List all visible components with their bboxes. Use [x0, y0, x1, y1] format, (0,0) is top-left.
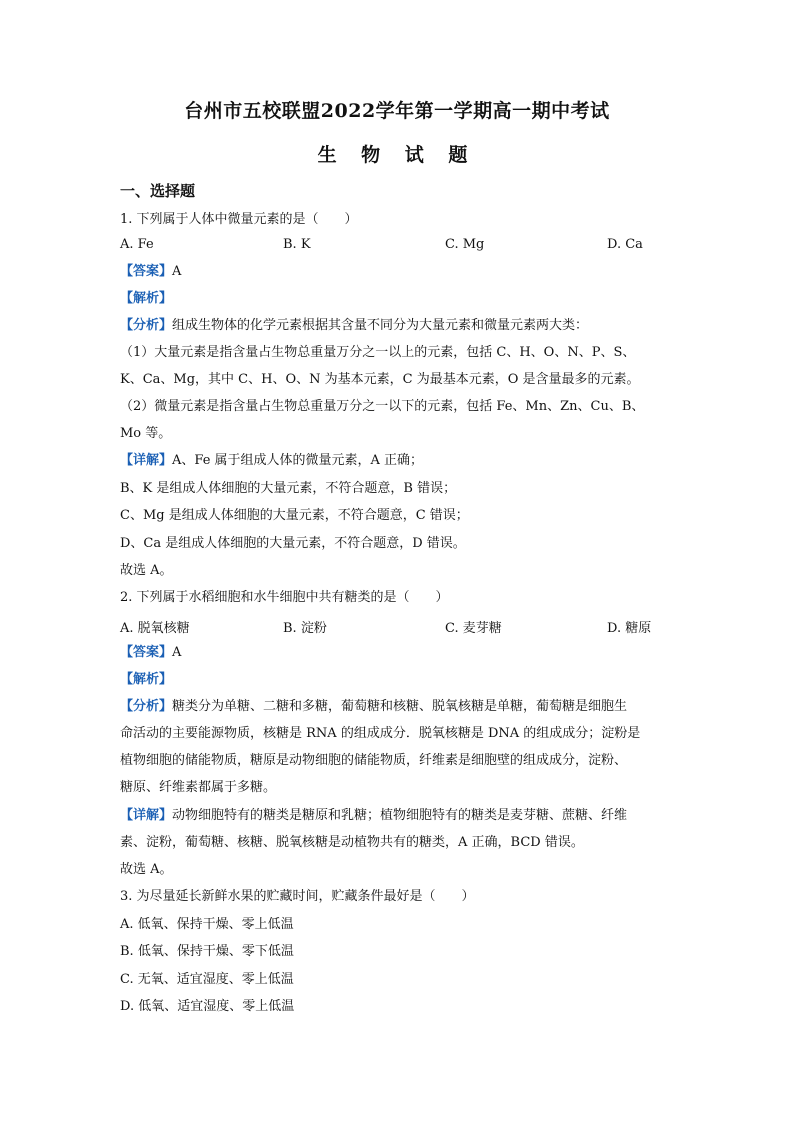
- q1-detail-a: A、Fe 属于组成人体的微量元素，A 正确；: [172, 453, 424, 468]
- q1-analysis-heading: [120, 290, 172, 308]
- q2-fenxi-4: 糖原、纤维素都属于多糖。: [120, 780, 277, 795]
- q1-point2a: （2）微量元素是指含量占生物总重量万分之一以下的元素，包括 Fe、Mn、Zn、Cu、B、: [120, 399, 645, 414]
- q2-stem: 2. 下列属于水稻细胞和水牛细胞中共有糖类的是（ ）: [120, 590, 449, 605]
- q1-option-b: B. K: [283, 237, 311, 252]
- q2-detail-2: 素、淀粉，葡萄糖、核糖、脱氧核糖是动植物共有的糖类，A 正确，BCD 错误。: [120, 835, 584, 850]
- q2-option-a: A. 脱氧核糖: [120, 621, 190, 636]
- q1-fenxi: 组成生物体的化学元素根据其含量不同分为大量元素和微量元素两大类：: [172, 318, 589, 333]
- fenxi-tag: 【分析】: [120, 699, 173, 714]
- analysis-tag: 【解析】: [120, 291, 173, 306]
- q2-option-b: B. 淀粉: [283, 621, 327, 636]
- q1-detail-c: C、Mg 是组成人体细胞的大量元素，不符合题意，C 错误；: [120, 508, 469, 523]
- q1-option-d: D. Ca: [607, 237, 643, 252]
- q1-stem: 1. 下列属于人体中微量元素的是（ ）: [120, 212, 358, 227]
- q1-conclusion: 故选 A。: [120, 563, 173, 578]
- q2-fenxi-line: [120, 698, 627, 716]
- q1-point1b: K、Ca、Mg，其中 C、H、O、N 为基本元素，C 为最基本元素，O 是含量最多的元素。: [120, 372, 640, 387]
- q2-option-d: D. 糖原: [607, 621, 652, 636]
- q3-option-d: D. 低氧、适宜湿度、零上低温: [120, 999, 295, 1014]
- q2-answer: A: [172, 645, 182, 660]
- fenxi-tag: 【分析】: [120, 318, 173, 333]
- q2-detail-1: 动物细胞特有的糖类是糖原和乳糖；植物细胞特有的糖类是麦芽糖、蔗糖、纤维: [172, 808, 628, 823]
- q3-option-c: C. 无氧、适宜湿度、零上低温: [120, 972, 294, 987]
- q1-fenxi-line: [120, 317, 588, 335]
- answer-tag: 【答案】: [120, 645, 173, 660]
- exam-subtitle: 生 物 试 题: [317, 144, 477, 166]
- q2-option-c: C. 麦芽糖: [445, 621, 502, 636]
- answer-tag: 【答案】: [120, 264, 173, 279]
- q2-conclusion: 故选 A。: [120, 862, 173, 877]
- q2-analysis-heading: [120, 671, 172, 689]
- q3-stem: 3. 为尽量延长新鲜水果的贮藏时间，贮藏条件最好是（ ）: [120, 889, 475, 904]
- exam-title: 台州市五校联盟2022学年第一学期高一期中考试: [184, 100, 610, 122]
- q1-detail-d: D、Ca 是组成人体细胞的大量元素，不符合题意，D 错误。: [120, 536, 466, 551]
- q1-point1a: （1）大量元素是指含量占生物总重量万分之一以上的元素，包括 C、H、O、N、P、S、: [120, 345, 636, 360]
- q1-answer: A: [172, 264, 182, 279]
- q1-point2b: Mo 等。: [120, 426, 172, 441]
- q1-option-c: C. Mg: [445, 237, 485, 252]
- q1-answer-line: [120, 263, 181, 281]
- detail-tag: 【详解】: [120, 808, 173, 823]
- q2-fenxi-3: 植物细胞的储能物质，糖原是动物细胞的储能物质，纤维素是细胞壁的组成成分，淀粉、: [120, 753, 628, 768]
- q2-fenxi-1: 糖类分为单糖、二糖和多糖，葡萄糖和核糖、脱氧核糖是单糖，葡萄糖是细胞生: [172, 699, 628, 714]
- q3-option-b: B. 低氧、保持干燥、零下低温: [120, 944, 294, 959]
- analysis-tag: 【解析】: [120, 672, 173, 687]
- q2-detail-line: [120, 807, 627, 825]
- q1-detail-b: B、K 是组成人体细胞的大量元素，不符合题意，B 错误；: [120, 481, 457, 496]
- q1-option-a: A. Fe: [120, 237, 154, 252]
- q2-fenxi-2: 命活动的主要能源物质，核糖是 RNA 的组成成分．脱氧核糖是 DNA 的组成成分；淀粉是: [120, 726, 641, 741]
- detail-tag: 【详解】: [120, 453, 173, 468]
- q2-answer-line: [120, 644, 181, 662]
- section-heading: 一、选择题: [120, 182, 196, 200]
- q1-detail-line: [120, 452, 423, 470]
- q3-option-a: A. 低氧、保持干燥、零上低温: [120, 917, 294, 932]
